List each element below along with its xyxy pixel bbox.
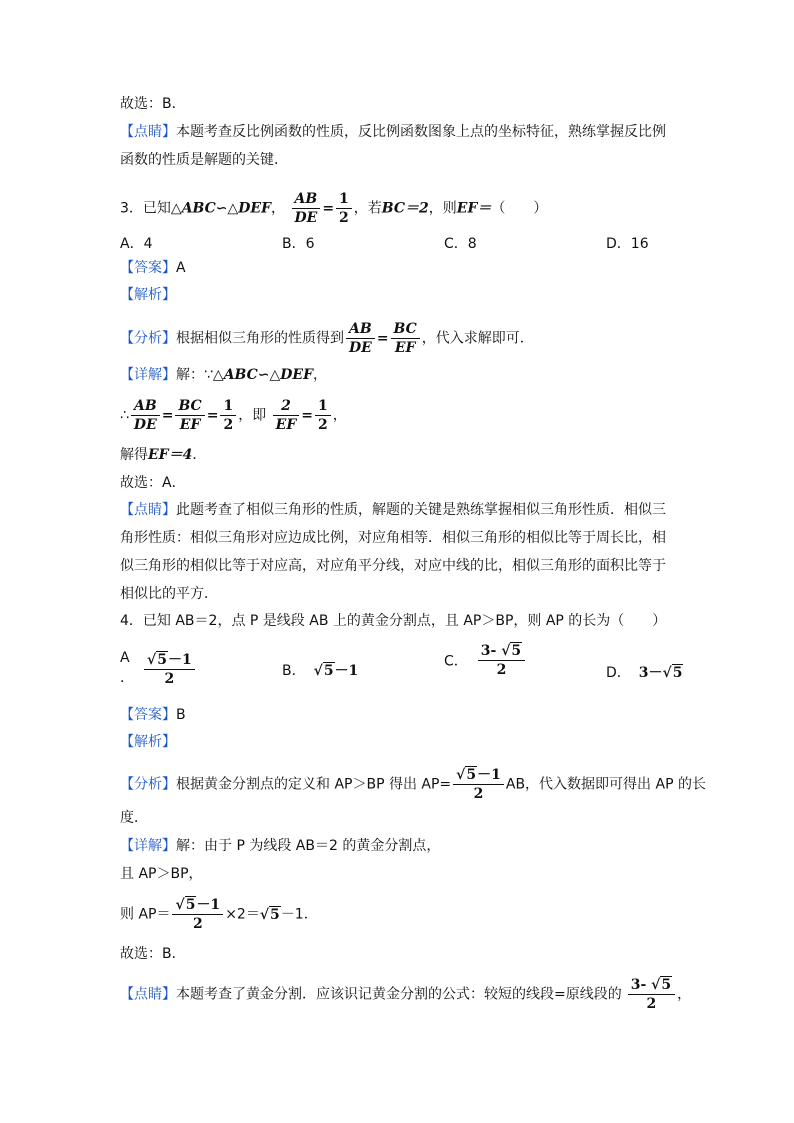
jiede-line: 解得EF＝4． — [120, 447, 207, 463]
option-a: A．4 — [120, 236, 153, 252]
q4-fenxi-line: 【分析】根据黄金分割点的定义和 AP＞BP 得出 AP= $\frac{√5-1}{2}$ AB，代入数据即可得出 AP 的长 — [120, 767, 706, 802]
q4-opt-a-fraction: $\frac{√5-1}{2}$ — [144, 651, 195, 688]
q3-dianjing-1: 【点睛】此题考查了相似三角形的性质，解题的关键是熟练掌握相似三角形性质．相似三 — [120, 502, 666, 518]
q3-dianjing-label: 【点睛】 — [120, 502, 176, 518]
therefore-line: ∴ $\frac{AB}{DE}$ = $\frac{BC}{EF}$ = $\frac{1}{2}$ ，即 $\frac{2}{EF}$ = $\frac{1}{2}$ ， — [120, 398, 347, 433]
ratio-fraction: $\frac{AB}{DE}$ — [292, 190, 321, 227]
answer-line: 【答案】A — [120, 260, 186, 276]
q4-guxuan-line: 故选：B． — [120, 946, 186, 962]
ratio-value-fraction: $\frac{1}{2}$ — [336, 190, 352, 227]
fenxi-line: 【分析】根据相似三角形的性质得到 $\frac{AB}{DE}$ = $\frac{BC}{EF}$ ，代入求解即可． — [120, 321, 534, 356]
q4-xiangjie-label: 【详解】 — [120, 838, 176, 854]
guxuan-line: 故选：B． — [120, 96, 186, 112]
q4-answer-label: 【答案】 — [120, 707, 176, 723]
answer-label: 【答案】 — [120, 260, 176, 276]
fenxi-fraction-bc-ef: $\frac{BC}{EF}$ — [391, 320, 420, 357]
xiangjie-line: 【详解】解：∵△ABC∽△DEF， — [120, 367, 328, 383]
dianjing-paragraph: 【点睛】本题考查反比例函数的性质，反比例函数图象上点的坐标特征，熟练掌握反比例 — [120, 124, 666, 140]
option-c: C．8 — [444, 236, 477, 252]
q4-option-d: D． 3－√5 — [606, 665, 683, 681]
q4-ze-line: 则 AP＝ $\frac{√5-1}{2}$ ×2＝√5－1． — [120, 897, 318, 932]
option-d: D．16 — [606, 236, 649, 252]
dianjing-label: 【点睛】 — [120, 124, 176, 140]
t-fraction-2: $\frac{BC}{EF}$ — [175, 397, 204, 434]
q4-qie-line: 且 AP＞BP， — [120, 866, 203, 882]
q4-fenxi-line-2: 度． — [120, 810, 148, 826]
xiangjie-label: 【详解】 — [120, 367, 176, 383]
j-fraction-1: $\frac{2}{EF}$ — [273, 397, 300, 434]
fenxi-label: 【分析】 — [120, 330, 176, 347]
q4-option-a: A ． $\frac{√5-1}{2}$ — [120, 648, 197, 688]
q3-dianjing-4: 相似比的平方． — [120, 586, 218, 602]
q4-dianjing-fraction: $\frac{3- √5}{2}$ — [628, 976, 675, 1013]
q4-ze-fraction: $\frac{√5-1}{2}$ — [172, 896, 223, 933]
q3-dianjing-2: 角形性质：相似三角形对应边成比例，对应角相等．相似三角形的相似比等于周长比，相 — [120, 530, 666, 546]
q4-opt-c-fraction: $\frac{3- √5}{2}$ — [478, 642, 525, 679]
dianjing-paragraph-cont: 函数的性质是解题的关键． — [120, 152, 288, 168]
guxuan-a-line: 故选：A． — [120, 475, 186, 491]
q4-option-c: C． $\frac{3- √5}{2}$ — [444, 642, 527, 679]
q4-jiexi-label: 【解析】 — [120, 734, 176, 750]
question-3-stem: 3．已知△ABC∽△DEF， $\frac{AB}{DE}$ = $\frac{1}{2}$ ，若BC＝2，则EF＝（ ） — [120, 191, 548, 226]
q4-dianjing-label: 【点睛】 — [120, 986, 176, 1003]
q4-xiangjie-line: 【详解】解：由于 P 为线段 AB＝2 的黄金分割点， — [120, 838, 441, 854]
t-fraction-3: $\frac{1}{2}$ — [220, 397, 236, 434]
option-b: B．6 — [282, 236, 315, 252]
q4-option-b: B． √5－1 — [282, 663, 359, 679]
jiexi-label: 【解析】 — [120, 287, 176, 303]
question-4-stem: 4．已知 AB＝2，点 P 是线段 AB 上的黄金分割点，且 AP＞BP，则 AP 的长为（ ） — [120, 613, 667, 629]
q4-answer-line: 【答案】B — [120, 707, 186, 723]
q3-dianjing-3: 似三角形的相似比等于对应高，对应角平分线，对应中线的比，相似三角形的面积比等于 — [120, 558, 666, 574]
q4-fenxi-fraction: $\frac{√5-1}{2}$ — [453, 766, 504, 803]
q4-fenxi-label: 【分析】 — [120, 776, 176, 793]
t-fraction-1: $\frac{AB}{DE}$ — [131, 397, 160, 434]
j-fraction-2: $\frac{1}{2}$ — [315, 397, 331, 434]
fenxi-fraction-ab-de: $\frac{AB}{DE}$ — [346, 320, 375, 357]
q4-dianjing-line: 【点睛】本题考查了黄金分割．应该识记黄金分割的公式：较短的线段=原线段的 $\frac{3- √5}{2}$ ， — [120, 977, 692, 1012]
